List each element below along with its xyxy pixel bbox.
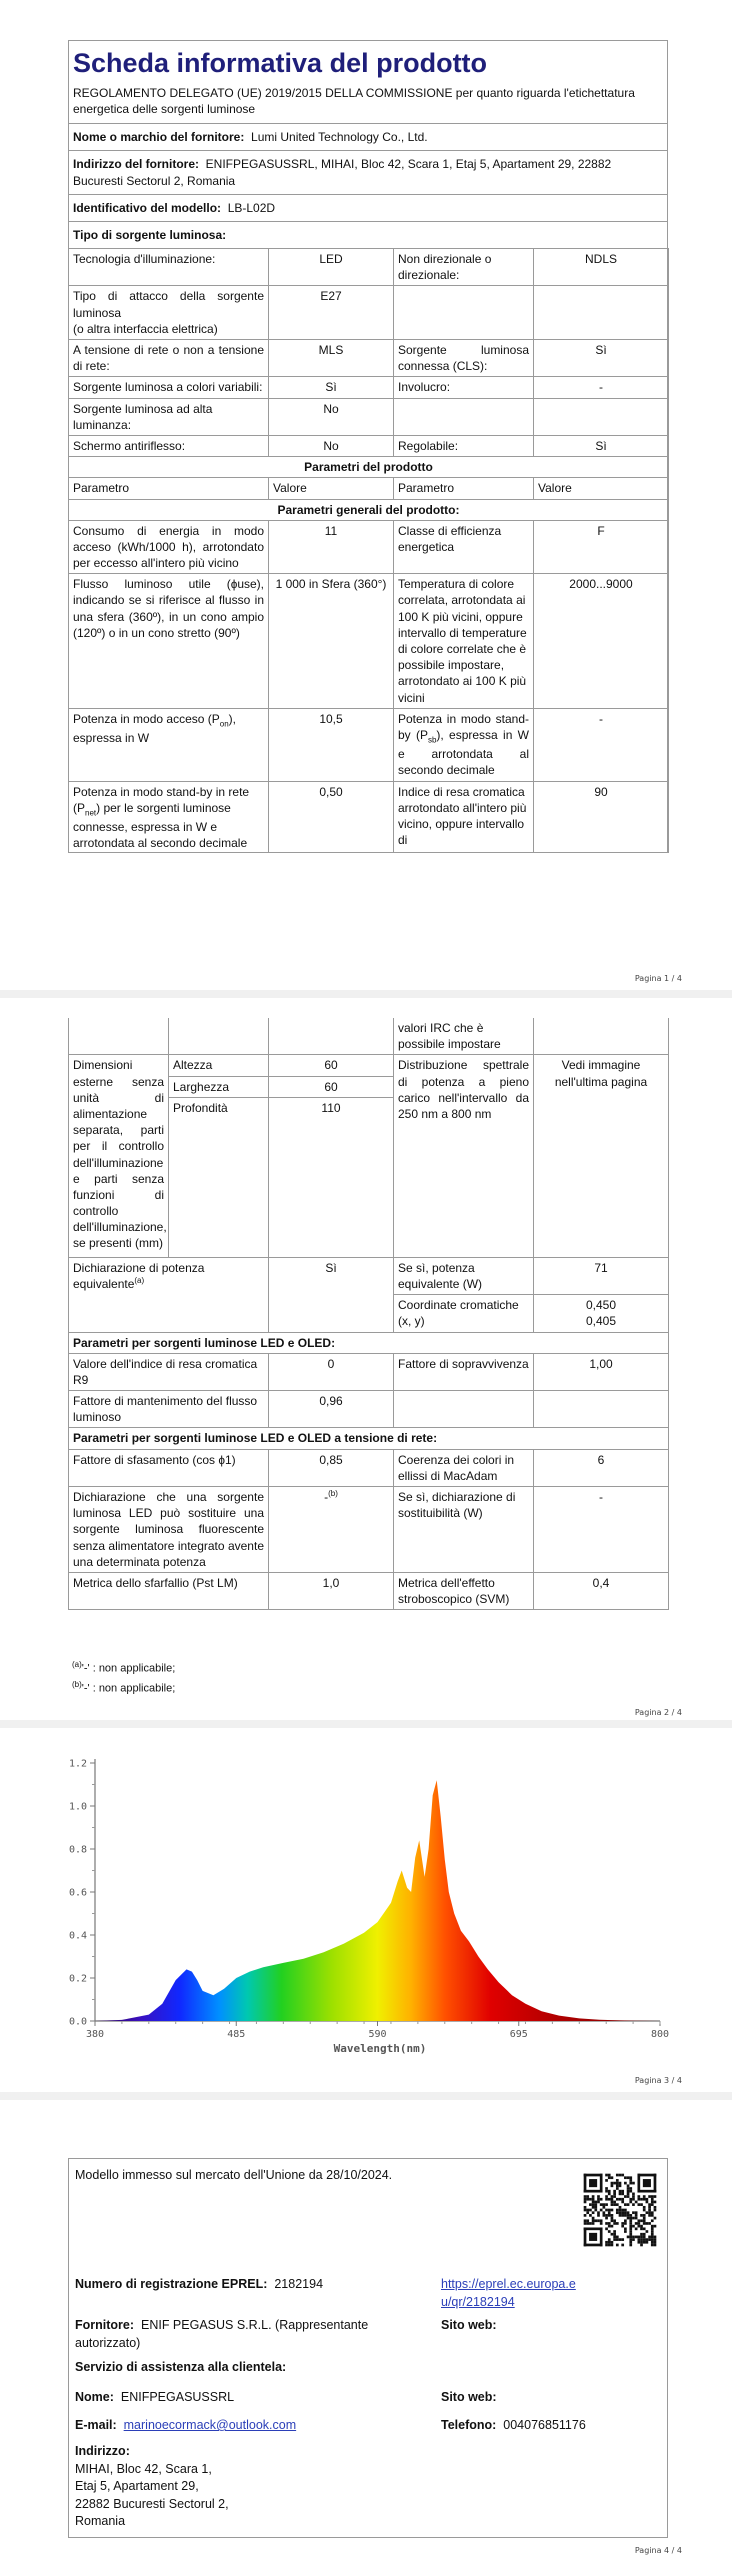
supplier-name: Lumi United Technology Co., Ltd. [251, 130, 428, 145]
param-value: 2000...9000 [534, 574, 669, 709]
param-label [69, 286, 269, 340]
param-value: 0,85 [269, 1449, 394, 1486]
address-label: Indirizzo: [75, 2444, 130, 2458]
page-title: Scheda informativa del prodotto [73, 48, 488, 78]
page-2 [0, 998, 732, 1720]
product-sheet-header [68, 40, 668, 853]
param-label: Fattore di sfasamento (cos ɸ1) [69, 1449, 269, 1486]
page-number: Pagina 2 / 4 [634, 1708, 682, 1717]
supplier-label: Fornitore: [75, 2318, 135, 2332]
param-value: 71 [534, 1257, 669, 1294]
param-label: Indice di resa cromatica arrotondato all'intero più vicino, oppure intervallo di [394, 781, 534, 853]
eprel-number: 2182194 [274, 2277, 324, 2291]
param-value: 1,00 [534, 1353, 669, 1390]
param-label: Tecnologia d'illuminazione: [69, 249, 269, 286]
supplier-address-label: Indirizzo del fornitore: [73, 157, 199, 172]
website-label: Sito web: [441, 2390, 497, 2404]
empty-cell [394, 1391, 534, 1428]
param-value: MLS [269, 340, 394, 377]
param-value: Vedi immagine nell'ultima pagina [534, 1055, 669, 1257]
label-text: ), espressa in W [73, 711, 236, 745]
phone-row [441, 2417, 586, 2435]
eprel-link[interactable]: https://eprel.ec.europa.eu/qr/2182194 [441, 2277, 576, 2309]
qr-code-icon [581, 2171, 659, 2249]
x-axis-label: Wavelength(nm) [333, 2042, 427, 2055]
table-row [69, 781, 669, 853]
table-row [69, 249, 669, 286]
website-row-1 [441, 2317, 497, 2335]
param-value: 1,0 [269, 1572, 394, 1609]
param-label [69, 1257, 269, 1332]
column-header: Valore [269, 478, 394, 499]
name-label: Nome: [75, 2390, 114, 2404]
column-header: Valore [534, 478, 669, 499]
label-text: Potenza in modo stand-by in rete (P [73, 784, 250, 815]
email-label: E-mail: [75, 2418, 117, 2432]
empty-cell [534, 1018, 669, 1055]
y-tick-label: 0.6 [68, 1887, 87, 1899]
section-header-row [69, 499, 669, 520]
param-label: Coerenza dei colori in ellissi di MacAdam [394, 1449, 534, 1486]
param-value: No [269, 398, 394, 435]
y-tick-label: 1.0 [68, 1801, 87, 1813]
empty-cell [394, 398, 534, 435]
param-value: NDLS [534, 249, 669, 286]
dimensions-label: Dimensioni esterne senza unità di alimentazione separata, parti per il controllo dell'illuminazione e parti senza funzioni di controllo dell'illuminazione, se presenti (mm) [69, 1055, 169, 1257]
param-label: Distribuzione spettrale di potenza a pieno carico nell'intervallo da 250 nm a 800 nm [394, 1055, 534, 1257]
page-1 [0, 0, 732, 990]
supplier-name-label: Nome o marchio del fornitore: [73, 130, 245, 145]
param-value: 6 [534, 1449, 669, 1486]
param-value: E27 [269, 286, 394, 340]
param-label: Valore dell'indice di resa cromatica R9 [69, 1353, 269, 1390]
website-label: Sito web: [441, 2318, 497, 2332]
footnote-mark: (b) [72, 1680, 82, 1689]
param-value: Sì [269, 377, 394, 398]
param-label: Involucro: [394, 377, 534, 398]
section-header: Parametri del prodotto [69, 457, 669, 478]
param-value: Sì [269, 1257, 394, 1332]
page-number: Pagina 1 / 4 [634, 974, 682, 983]
param-value [269, 1487, 394, 1573]
param-label [69, 708, 269, 781]
y-tick-label: 1.2 [68, 1758, 87, 1770]
column-header: Parametro [394, 478, 534, 499]
chromaticity-y: 0,405 [585, 1314, 617, 1329]
column-header-row [69, 478, 669, 499]
subscript: on [219, 719, 229, 729]
supplier-name-row [69, 123, 667, 150]
dimension-value: 110 [269, 1097, 394, 1257]
page-number: Pagina 4 / 4 [634, 2546, 682, 2555]
x-tick-label: 590 [368, 2029, 387, 2040]
param-label: Consumo di energia in modo acceso (kWh/1000 h), arrotondato per eccesso all'intero più vicino [69, 520, 269, 574]
empty-cell [534, 398, 669, 435]
param-label: Se sì, dichiarazione di sostituibilità (W) [394, 1487, 534, 1573]
x-tick-label: 695 [509, 2029, 528, 2040]
supplier-info-box [68, 2158, 668, 2538]
y-tick-label: 0.2 [68, 1973, 87, 1985]
footnote-b [72, 1680, 175, 1695]
email-row [75, 2417, 296, 2435]
footnote-text: '-' : non applicabile; [81, 1682, 176, 1695]
table-row [69, 1572, 669, 1609]
product-params-table-continued [68, 1018, 669, 1610]
spectral-distribution-chart [0, 1728, 732, 2068]
label-text: ), espressa in W e arrotondata al secondo decimale [398, 727, 529, 778]
param-label: Coordinate cromatiche (x, y) [394, 1295, 534, 1332]
page-number: Pagina 3 / 4 [634, 2076, 682, 2085]
param-value: - [534, 708, 669, 781]
phone-label: Telefono: [441, 2418, 497, 2432]
param-value: F [534, 520, 669, 574]
footnote-text: '-' : non applicabile; [81, 1662, 176, 1675]
cap-type-label: Tipo di attacco della sorgente luminosa [73, 289, 264, 320]
address-line: Etaj 5, Apartament 29, [75, 2479, 199, 2493]
param-label [69, 781, 269, 853]
cap-type-note: (o altra interfaccia elettrica) [73, 321, 218, 336]
param-value: 11 [269, 520, 394, 574]
table-row [69, 1353, 669, 1390]
empty-cell [269, 1018, 394, 1055]
param-value: 0,96 [269, 1391, 394, 1428]
chromaticity-x: 0,450 [585, 1298, 617, 1313]
supplier-address-row [69, 150, 667, 193]
param-label: Sorgente luminosa ad alta luminanza: [69, 398, 269, 435]
label-text: Potenza in modo stand-by (P [398, 711, 529, 742]
email-link[interactable]: marinoecormack@outlook.com [123, 2418, 297, 2432]
y-tick-label: 0.0 [68, 2016, 87, 2028]
x-tick-label: 485 [227, 2029, 246, 2040]
empty-cell [534, 286, 669, 340]
subscript: net [85, 808, 97, 818]
footnote-mark: (a) [72, 1660, 82, 1669]
param-value: No [269, 435, 394, 456]
label-text: Dichiarazione di potenza equivalente [73, 1260, 205, 1291]
param-label: Flusso luminoso utile (ɸuse), indicando se si riferisce al flusso in una sfera (360º), in un cono ampio (120º) o in un cono stretto (90º) [69, 574, 269, 709]
table-row [69, 340, 669, 377]
param-label: Dichiarazione che una sorgente luminosa LED può sostituire una sorgente luminosa fluorescente senza alimentatore integrato avente una determinata potenza [69, 1487, 269, 1573]
address-line: 22882 Bucuresti Sectorul 2, [75, 2496, 229, 2511]
dimension-name: Profondità [169, 1097, 269, 1257]
empty-cell [169, 1018, 269, 1055]
page-3 [0, 1728, 732, 2092]
param-label: Metrica dello sfarfallio (Pst LM) [69, 1572, 269, 1609]
page-4 [0, 2100, 732, 2560]
empty-cell [69, 1018, 169, 1055]
param-label: Temperatura di colore correlata, arrotondata ai 100 K più vicini, oppure intervallo di temperature di colore correlate che è possibile impostare, arrotondato ai 100 K più vicini [394, 574, 534, 709]
param-value: 10,5 [269, 708, 394, 781]
label-text: Potenza in modo acceso (P [73, 711, 220, 726]
dimension-value: 60 [269, 1055, 394, 1076]
phone-value: 004076851176 [503, 2418, 586, 2432]
footnote-a [72, 1660, 175, 1675]
eprel-label: Numero di registrazione EPREL: [75, 2277, 268, 2291]
subscript: sb [427, 735, 437, 745]
section-header: Parametri generali del prodotto: [69, 499, 669, 520]
table-row [69, 286, 669, 340]
model-id: LB-L02D [227, 200, 276, 215]
regulation-text: REGOLAMENTO DELEGATO (UE) 2019/2015 DELLA COMMISSIONE per quanto riguarda l'etichettatura energetica delle sorgenti luminose [73, 85, 635, 116]
param-label: valori IRC che è possibile impostare [394, 1018, 534, 1055]
param-label [394, 708, 534, 781]
empty-cell [534, 1391, 669, 1428]
table-row [69, 520, 669, 574]
section-header-row [69, 457, 669, 478]
website-row-2 [441, 2389, 497, 2407]
y-ticks [69, 1759, 95, 2028]
param-value: 0 [269, 1353, 394, 1390]
y-tick-label: 0.8 [68, 1844, 87, 1856]
name-row [75, 2389, 234, 2407]
table-row [69, 1055, 669, 1076]
label-text: ) per le sorgenti luminose connesse, espressa in W e arrotondata al secondo decimale [73, 800, 248, 851]
section-header-row [69, 1428, 669, 1449]
param-value: LED [269, 249, 394, 286]
value-text: - [324, 1490, 329, 1504]
param-label: Fattore di mantenimento del flusso luminoso [69, 1391, 269, 1428]
param-label: Sorgente luminosa connessa (CLS): [394, 340, 534, 377]
spectrum-area [95, 1780, 660, 2021]
empty-cell [394, 286, 534, 340]
column-header: Parametro [69, 478, 269, 499]
dimension-name: Larghezza [169, 1076, 269, 1097]
table-row [69, 398, 669, 435]
param-label: Se sì, potenza equivalente (W) [394, 1257, 534, 1294]
market-date-text: Modello immesso sul mercato dell'Unione da 28/10/2024. [75, 2168, 393, 2182]
footnote-mark: (b) [328, 1489, 338, 1498]
table-row [69, 1449, 669, 1486]
supplier-row [75, 2317, 425, 2352]
table-row [69, 377, 669, 398]
table-row [69, 1018, 669, 1055]
param-label: Classe di efficienza energetica [394, 520, 534, 574]
table-row [69, 1257, 669, 1294]
service-row [75, 2359, 286, 2377]
dimension-name: Altezza [169, 1055, 269, 1076]
param-label: Fattore di sopravvivenza [394, 1353, 534, 1390]
x-ticks [86, 2021, 669, 2040]
param-label: Schermo antiriflesso: [69, 435, 269, 456]
param-value: 0,4 [534, 1572, 669, 1609]
param-value: 90 [534, 781, 669, 853]
section-header-row [69, 1332, 669, 1353]
address-line: MIHAI, Bloc 42, Scara 1, [75, 2461, 212, 2476]
service-label: Servizio di assistenza alla clientela: [75, 2360, 287, 2374]
supplier-value: ENIF PEGASUS S.R.L. (Rappresentante autorizzato) [75, 2318, 369, 2350]
param-label: Non direzionale o direzionale: [394, 249, 534, 286]
supplier-address: ENIFPEGASUSSRL, MIHAI, Bloc 42, Scara 1, Etaj 5, Apartament 29, 22882 Bucuresti Sectorul 2, Romania [73, 157, 612, 188]
y-tick-label: 0.4 [68, 1930, 87, 1942]
model-row [69, 194, 667, 221]
param-label: Metrica dell'effetto stroboscopico (SVM) [394, 1572, 534, 1609]
section-header: Parametri per sorgenti luminose LED e OLED a tensione di rete: [69, 1428, 669, 1449]
light-type-label: Tipo di sorgente luminosa: [73, 227, 227, 242]
eprel-row [75, 2276, 323, 2294]
param-value: - [534, 377, 669, 398]
table-row [69, 1487, 669, 1573]
param-label: A tensione di rete o non a tensione di rete: [69, 340, 269, 377]
param-label: Sorgente luminosa a colori variabili: [69, 377, 269, 398]
table-row [69, 574, 669, 709]
model-label: Identificativo del modello: [73, 200, 222, 215]
x-tick-label: 800 [650, 2029, 670, 2040]
table-row [69, 435, 669, 456]
name-value: ENIFPEGASUSSRL [120, 2390, 235, 2404]
param-value: 0,50 [269, 781, 394, 853]
param-value: 1 000 in Sfera (360°) [269, 574, 394, 709]
address-line: Romania [75, 2514, 126, 2528]
x-tick-label: 380 [85, 2029, 105, 2040]
address-block [75, 2443, 229, 2531]
param-value: Sì [534, 340, 669, 377]
param-value: Sì [534, 435, 669, 456]
param-value [534, 1295, 669, 1332]
footnote-mark: (a) [134, 1275, 145, 1285]
dimension-value: 60 [269, 1076, 394, 1097]
table-row [69, 708, 669, 781]
light-type-row [69, 221, 667, 248]
param-value: - [534, 1487, 669, 1573]
table-row [69, 1391, 669, 1428]
section-header: Parametri per sorgenti luminose LED e OLED: [69, 1332, 669, 1353]
param-label: Regolabile: [394, 435, 534, 456]
product-params-table [68, 248, 669, 853]
